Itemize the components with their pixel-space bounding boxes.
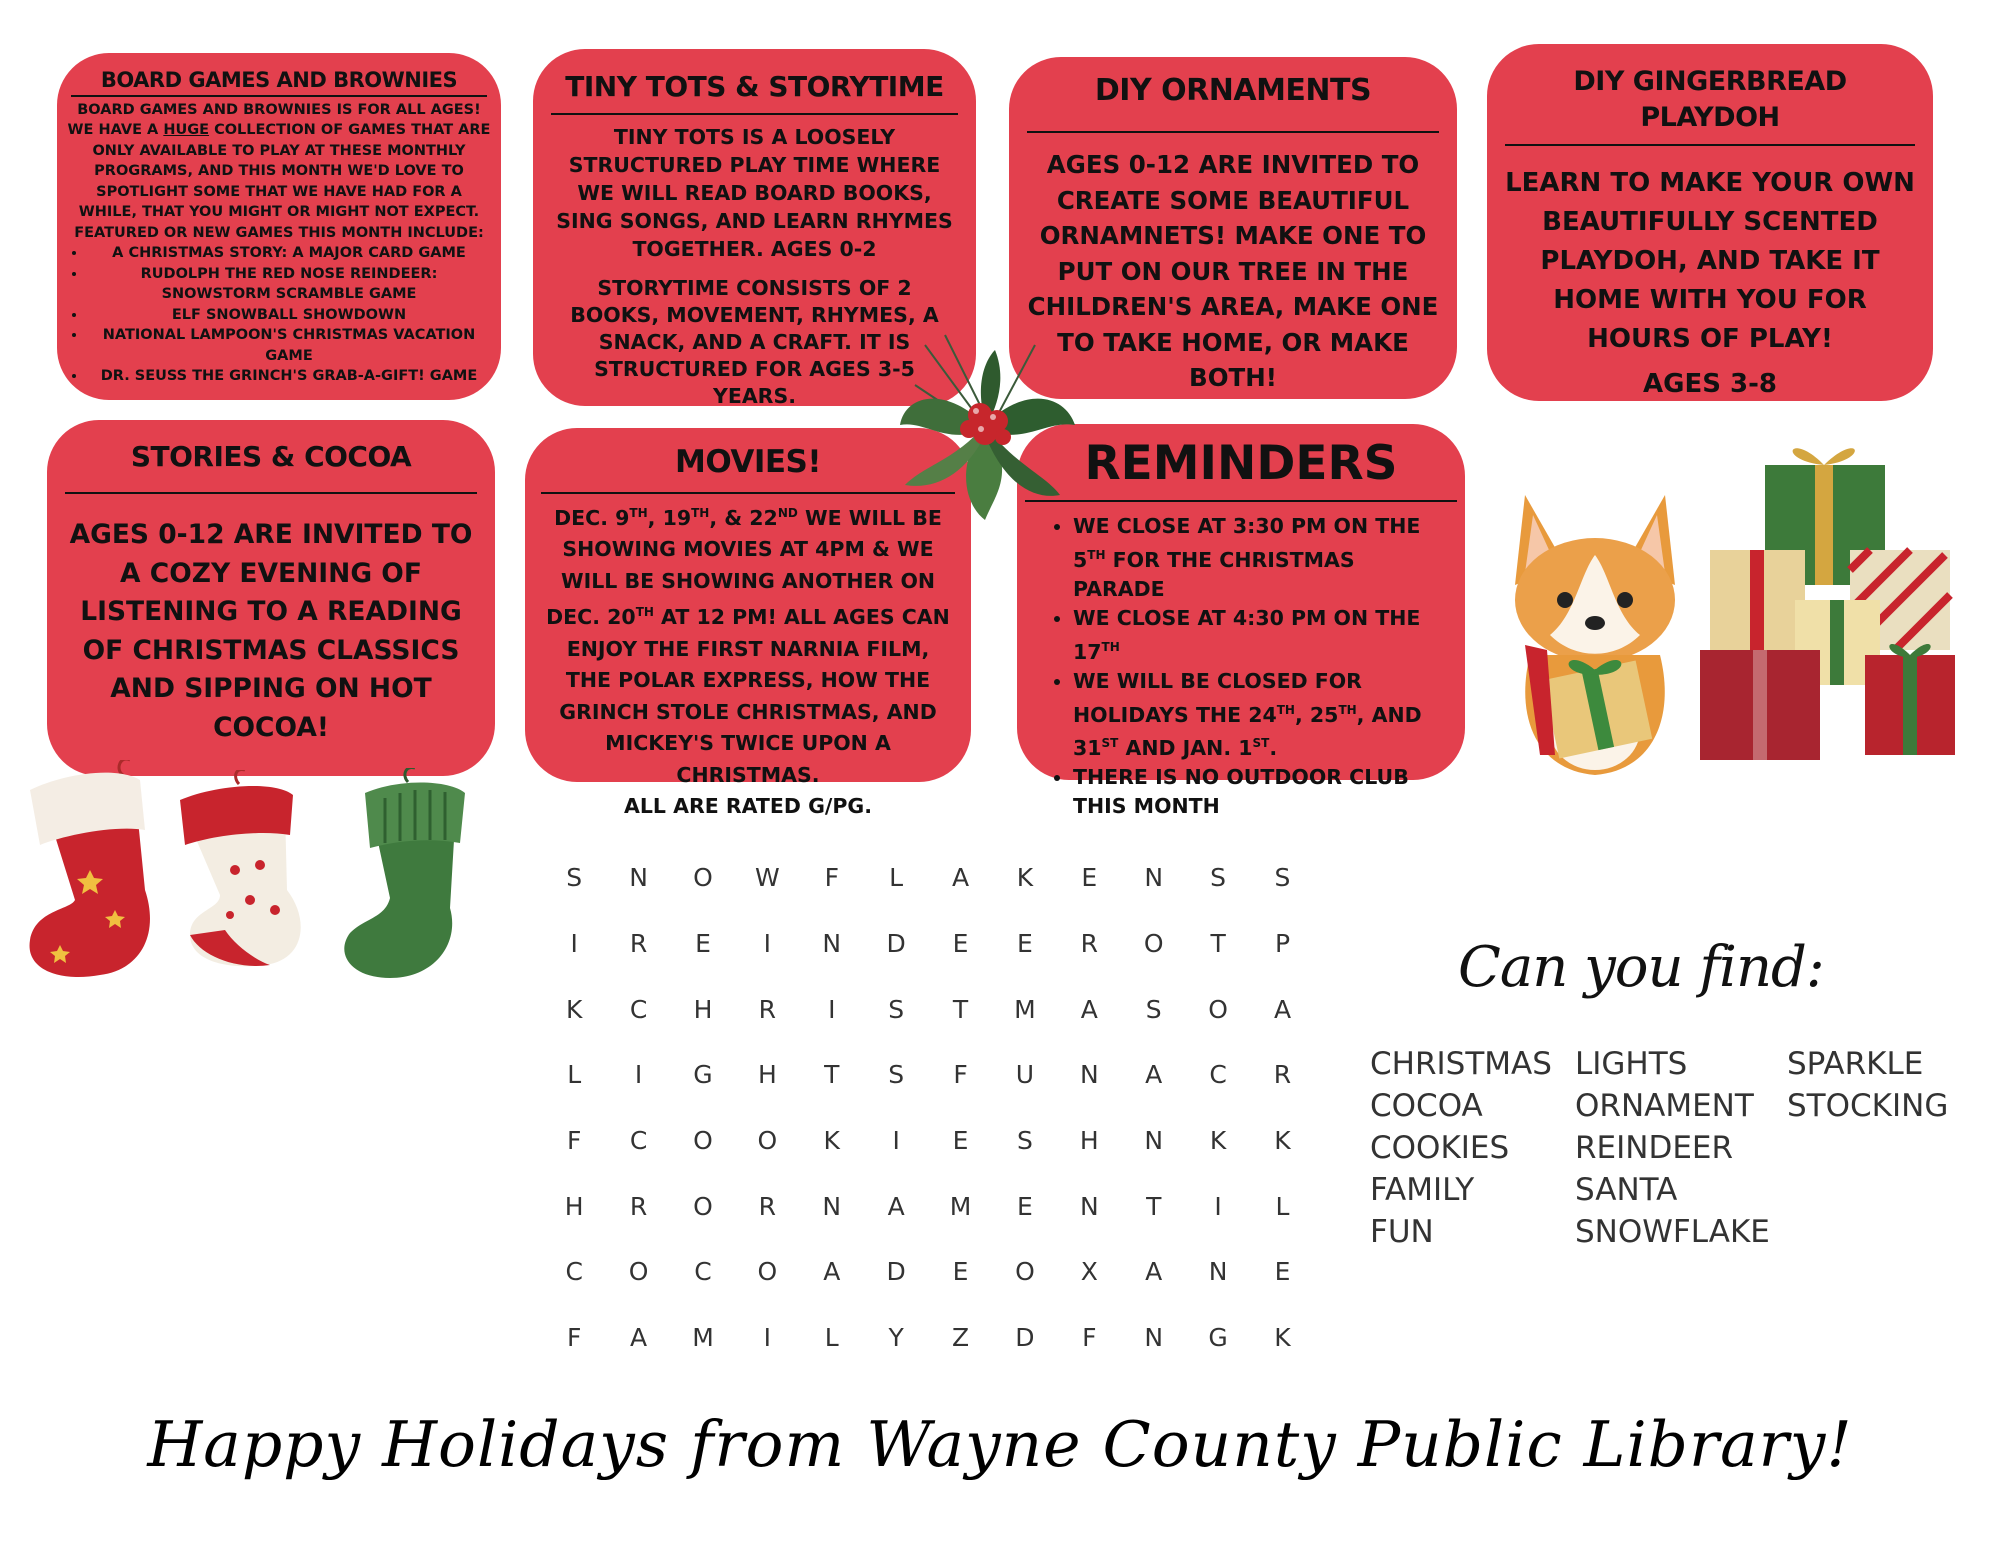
word-item: FUN — [1370, 1214, 1434, 1250]
superscript: TH — [635, 605, 654, 620]
grid-cell: A — [1080, 994, 1098, 1024]
card-title: REMINDERS — [1084, 436, 1398, 491]
card-text: LEARN TO MAKE YOUR OWN BEAUTIFULLY SCENTED PLAYDOH, AND TAKE IT HOME WITH YOU FOR HOURS OF PLAY! — [1505, 168, 1915, 354]
word-search-table — [542, 845, 1315, 1371]
grid-cell: D — [886, 929, 906, 959]
grid-cell: R — [1273, 1060, 1292, 1090]
list-item — [1073, 667, 1443, 764]
grid-cell: F — [567, 1323, 582, 1353]
grid-cell: S — [1274, 863, 1291, 893]
list-item: • A CHRISTMAS STORY: A MAJOR CARD GAME — [87, 243, 491, 264]
word-list-col-1 — [1370, 1043, 1552, 1253]
word-item: REINDEER — [1575, 1130, 1734, 1166]
grid-cell: A — [887, 1191, 905, 1221]
grid-cell: O — [757, 1257, 778, 1287]
card-title: DIY GINGERBREAD PLAYDOH — [1573, 66, 1847, 133]
grid-cell: U — [1015, 1060, 1035, 1090]
grid-cell: A — [630, 1323, 648, 1353]
text-run: 20 — [607, 605, 636, 630]
card-text: AGES 0-12 ARE INVITED TO A COZY EVENING OF LISTENING TO A READING OF CHRISTMAS CLASSICS AND SIPPING ON HOT COCOA! — [69, 519, 473, 743]
word-item: COCOA — [1370, 1088, 1483, 1124]
grid-cell: N — [822, 929, 842, 959]
stocking-icon — [20, 760, 160, 990]
list-item: • DR. SEUSS THE GRINCH'S GRAB-A-GIFT! GAME — [87, 366, 491, 387]
grid-cell: M — [1014, 994, 1036, 1024]
grid-cell: G — [1208, 1323, 1228, 1353]
grid-cell: N — [822, 1191, 842, 1221]
card-text: AGES 0-12 ARE INVITED TO CREATE SOME BEAUTIFUL ORNAMNETS! MAKE ONE TO PUT ON OUR TREE IN THE CHILDREN'S AREA, MAKE ONE TO TAKE HOME, OR MAKE BOTH! — [1027, 150, 1439, 392]
grid-cell: K — [1274, 1323, 1291, 1353]
grid-cell: O — [757, 1126, 778, 1156]
grid-cell: N — [629, 863, 648, 893]
list-item — [1073, 604, 1443, 667]
find-title: Can you find: — [1458, 935, 1824, 1000]
card-title: STORIES & COCOA — [130, 440, 412, 473]
list-item: • ELF SNOWBALL SHOWDOWN — [87, 305, 491, 326]
word-item: SPARKLE — [1787, 1046, 1924, 1082]
divider — [1027, 131, 1439, 133]
grid-cell: L — [824, 1323, 839, 1353]
divider — [551, 113, 958, 115]
games-list — [67, 243, 491, 387]
underlined-text: HUGE — [163, 122, 210, 138]
grid-cell: R — [629, 1191, 648, 1221]
word-item: COOKIES — [1370, 1130, 1510, 1166]
grid-cell: K — [1209, 1126, 1227, 1156]
grid-cell: X — [1080, 1257, 1098, 1287]
grid-cell: I — [763, 1323, 772, 1353]
grid-cell: N — [1144, 1323, 1164, 1353]
superscript: ND — [777, 506, 798, 520]
text-run: WE WILL BE CLOSED FOR HOLIDAYS THE 24 — [1073, 668, 1362, 727]
grid-row — [542, 976, 1315, 1042]
grid-cell: E — [952, 1126, 969, 1156]
superscript: TH — [1276, 702, 1295, 717]
text-run: . — [1269, 736, 1278, 761]
list-item: • THERE IS NO OUTDOOR CLUB THIS MONTH — [1073, 763, 1443, 821]
grid-cell: F — [824, 863, 839, 893]
grid-cell: G — [693, 1060, 713, 1090]
card-title: MOVIES! — [674, 444, 822, 480]
grid-cell: I — [570, 929, 578, 959]
word-item: FAMILY — [1370, 1172, 1475, 1208]
superscript: TH — [1338, 702, 1357, 717]
grid-cell: P — [1274, 929, 1291, 959]
card-gingerbread — [1487, 44, 1933, 401]
grid-cell: S — [1210, 863, 1227, 893]
grid-row — [542, 845, 1315, 911]
card-title: DIY ORNAMENTS — [1094, 73, 1372, 108]
grid-cell: E — [1274, 1257, 1291, 1287]
grid-cell: F — [567, 1126, 582, 1156]
grid-cell: E — [952, 929, 969, 959]
grid-cell: S — [888, 1060, 905, 1090]
grid-cell: D — [1015, 1323, 1035, 1353]
grid-cell: N — [1079, 1060, 1099, 1090]
grid-cell: W — [755, 863, 780, 893]
grid-cell: I — [634, 1060, 643, 1090]
card-board-games — [57, 53, 501, 400]
grid-cell: L — [1275, 1191, 1290, 1221]
card-text: STORYTIME CONSISTS OF 2 BOOKS, MOVEMENT, RHYMES, A SNACK, AND A CRAFT. IT IS STRUCTURED FOR AGES 3-5 YEARS. — [570, 276, 939, 408]
grid-cell: N — [1208, 1257, 1228, 1287]
word-item: SNOWFLAKE — [1575, 1214, 1770, 1250]
grid-cell: T — [1146, 1191, 1162, 1221]
grid-cell: I — [763, 929, 772, 959]
grid-cell: S — [1145, 994, 1162, 1024]
card-stories-cocoa — [47, 420, 495, 776]
grid-cell: I — [1214, 1191, 1222, 1221]
card-text: FEATURED OR NEW GAMES THIS MONTH INCLUDE: — [74, 224, 484, 241]
card-text — [67, 120, 491, 223]
word-item: SANTA — [1575, 1172, 1678, 1208]
text-run: 9 — [615, 505, 630, 530]
grid-cell: M — [949, 1191, 972, 1221]
grid-cell: O — [628, 1257, 649, 1287]
divider — [71, 95, 487, 97]
grid-cell: A — [823, 1257, 841, 1287]
grid-cell: T — [824, 1060, 840, 1090]
grid-cell: H — [693, 994, 713, 1024]
grid-cell: K — [823, 1126, 840, 1156]
superscript: TH — [629, 506, 648, 520]
text-run: WE WILL BE SHOWING MOVIES AT 4PM & WE WILL BE SHOWING ANOTHER ON DEC. — [546, 505, 942, 630]
text-run: FOR THE CHRISTMAS PARADE — [1073, 547, 1355, 601]
superscript: TH — [1087, 548, 1106, 562]
text-run: , 25 — [1294, 702, 1339, 727]
word-item: ORNAMENT — [1575, 1088, 1754, 1124]
holly-icon — [885, 325, 1085, 525]
text-run: , & — [709, 505, 750, 530]
grid-cell: A — [1145, 1257, 1163, 1287]
card-title: TINY TOTS & STORYTIME — [565, 70, 944, 103]
grid-cell: L — [889, 863, 904, 893]
grid-row — [542, 1239, 1315, 1305]
grid-cell: M — [692, 1323, 714, 1353]
word-search-grid — [542, 845, 1315, 1371]
reminders-list — [1025, 512, 1443, 821]
text-run: WE HAVE A — [67, 122, 164, 138]
grid-cell: C — [694, 1257, 712, 1287]
text-run: , AND 31 — [1073, 702, 1422, 761]
grid-cell: T — [1210, 929, 1226, 959]
list-item: • NATIONAL LAMPOON'S CHRISTMAS VACATION GAME — [87, 325, 491, 366]
text-run: WE CLOSE AT 3:30 PM ON THE 5 — [1073, 514, 1421, 572]
superscript: ST — [1101, 736, 1119, 751]
grid-cell: F — [953, 1060, 968, 1090]
grid-cell: Y — [888, 1323, 904, 1353]
grid-cell: I — [892, 1126, 900, 1156]
text-run: WE CLOSE AT 4:30 PM ON THE 17 — [1073, 605, 1421, 664]
grid-cell: O — [693, 1126, 713, 1156]
grid-cell: C — [629, 994, 648, 1024]
card-text: BOARD GAMES AND BROWNIES IS FOR ALL AGES! — [77, 102, 481, 118]
card-text: AGES 3-8 — [1643, 369, 1777, 399]
stocking-icon — [330, 768, 480, 988]
grid-cell: R — [1080, 929, 1098, 959]
grid-cell: K — [1016, 863, 1034, 893]
grid-row — [542, 1173, 1315, 1239]
superscript: ST — [1252, 736, 1270, 751]
grid-cell: E — [695, 929, 711, 959]
grid-cell: L — [567, 1060, 582, 1090]
grid-cell: E — [1017, 929, 1033, 959]
grid-cell: C — [565, 1257, 583, 1287]
grid-cell: D — [886, 1257, 906, 1287]
grid-cell: Z — [951, 1323, 970, 1353]
grid-cell: N — [1079, 1191, 1099, 1221]
word-item: CHRISTMAS — [1370, 1046, 1552, 1082]
grid-cell: O — [1015, 1257, 1035, 1287]
grid-cell: K — [565, 994, 583, 1024]
text-run: AND JAN. 1 — [1118, 736, 1253, 761]
stocking-icon — [175, 770, 315, 980]
text-run: DEC. — [554, 505, 616, 530]
grid-cell: A — [1145, 1060, 1163, 1090]
grid-row — [542, 1042, 1315, 1108]
text-run: , — [647, 505, 663, 530]
card-text — [541, 498, 955, 823]
grid-cell: S — [1016, 1126, 1033, 1156]
grid-cell: E — [1017, 1191, 1033, 1221]
grid-cell: I — [828, 994, 836, 1024]
superscript: TH — [691, 506, 710, 520]
word-list-col-3 — [1787, 1043, 1948, 1127]
grid-cell: S — [566, 863, 583, 893]
text-run: COLLECTION OF GAMES THAT ARE ONLY AVAILABLE TO PLAY AT THESE MONTHLY PROGRAMS, AND THIS MONTH WE'D LOVE TO SPOTLIGHT SOME THAT WE HAVE HAD FOR A WHILE, THAT YOU MIGHT OR MIGHT NOT EXPECT. — [78, 122, 491, 220]
grid-cell: O — [1208, 994, 1228, 1024]
grid-cell: O — [693, 863, 713, 893]
list-item — [1073, 512, 1443, 604]
grid-cell: O — [693, 1191, 713, 1221]
grid-cell: H — [757, 1060, 777, 1090]
divider — [1505, 144, 1915, 146]
grid-cell: N — [1144, 863, 1164, 893]
grid-cell: R — [758, 994, 777, 1024]
word-item: STOCKING — [1787, 1088, 1949, 1124]
grid-row — [542, 1305, 1315, 1371]
divider — [65, 492, 477, 494]
grid-cell: E — [1081, 863, 1098, 893]
text-run: 19 — [662, 505, 692, 530]
grid-cell: A — [951, 863, 970, 893]
grid-cell: E — [952, 1257, 969, 1287]
grid-cell: H — [1079, 1126, 1099, 1156]
corgi-icon — [1495, 485, 1695, 780]
grid-cell: C — [1209, 1060, 1227, 1090]
superscript: TH — [1101, 639, 1120, 654]
footer-greeting: Happy Holidays from Wayne County Public Library! — [147, 1408, 1853, 1481]
grid-cell: O — [1143, 929, 1164, 959]
gift-pile-icon — [1700, 430, 1960, 770]
grid-row — [542, 911, 1315, 977]
grid-row — [542, 1108, 1315, 1174]
grid-cell: N — [1144, 1126, 1164, 1156]
word-item: LIGHTS — [1575, 1046, 1688, 1082]
grid-cell: H — [564, 1191, 584, 1221]
card-text: TINY TOTS IS A LOOSELY STRUCTURED PLAY TIME WHERE WE WILL READ BOARD BOOKS, SING SONGS, AND LEARN RHYMES TOGETHER. AGES 0-2 — [556, 125, 953, 261]
grid-cell: F — [1082, 1323, 1097, 1353]
grid-cell: C — [629, 1126, 648, 1156]
word-list-col-2 — [1575, 1043, 1770, 1253]
grid-cell: K — [1274, 1126, 1291, 1156]
list-item: • RUDOLPH THE RED NOSE REINDEER: SNOWSTORM SCRAMBLE GAME — [87, 264, 491, 305]
grid-cell: S — [888, 994, 905, 1024]
text-run: AT 12 PM! ALL AGES CAN ENJOY THE FIRST NARNIA FILM, THE POLAR EXPRESS, HOW THE GRINCH STOLE CHRISTMAS, AND MICKEY'S TWICE UPON A CHRISTMAS. — [559, 605, 950, 787]
grid-cell: A — [1273, 994, 1292, 1024]
grid-cell: R — [629, 929, 648, 959]
divider — [1025, 500, 1457, 502]
grid-cell: R — [758, 1191, 777, 1221]
text-run: ALL ARE RATED G/PG. — [623, 794, 873, 819]
grid-cell: T — [952, 994, 969, 1024]
text-run: 22 — [749, 505, 778, 530]
card-title: BOARD GAMES AND BROWNIES — [100, 68, 458, 92]
